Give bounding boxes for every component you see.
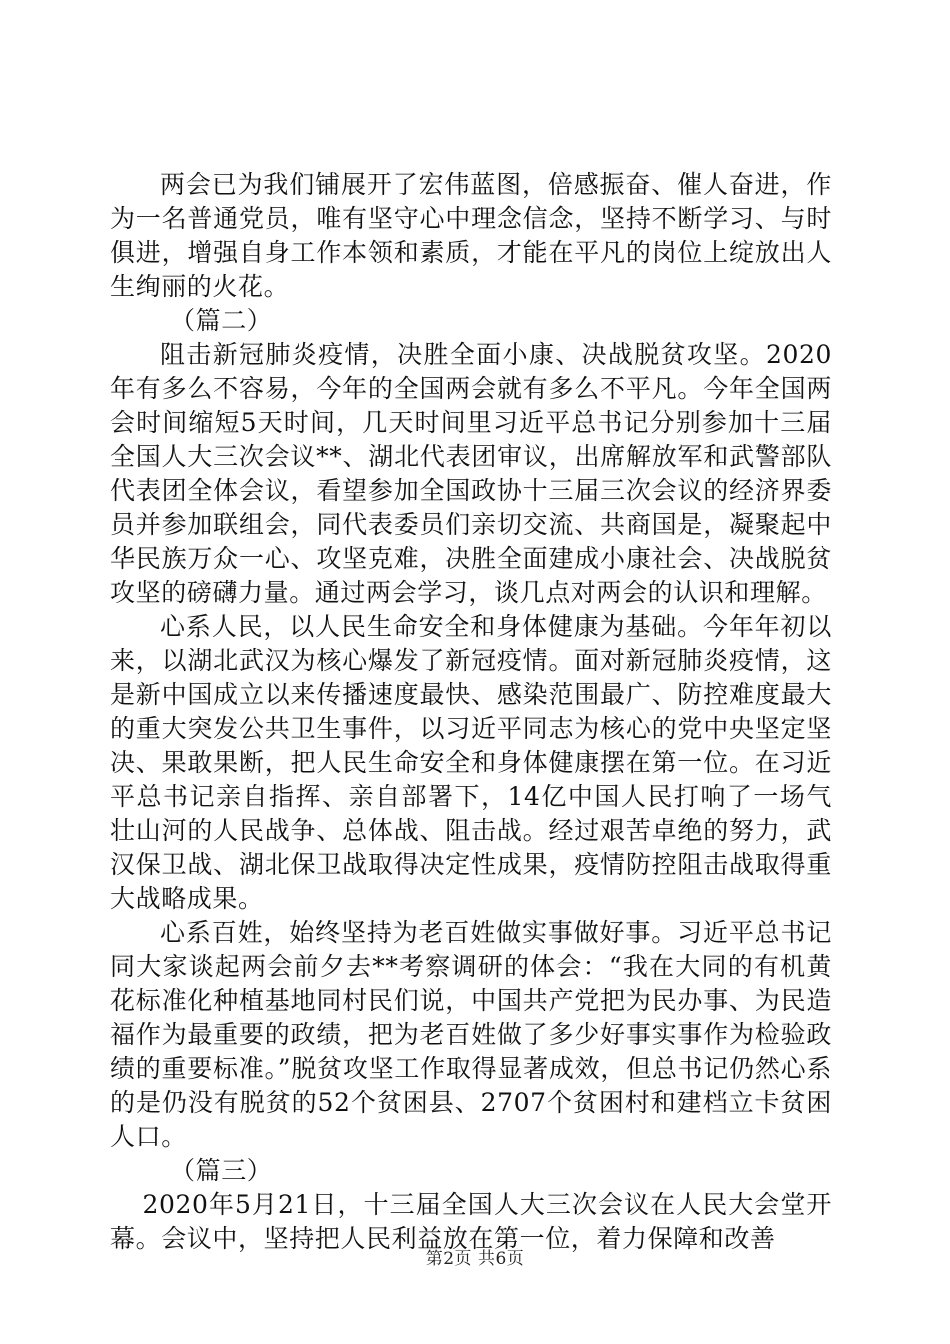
paragraph-conclusion: 两会已为我们铺展开了宏伟蓝图，倍感振奋、催人奋进，作为一名普通党员，唯有坚守心中理念信念，坚持不断学习、与时俱进，增强自身工作本领和素质，才能在平凡的岗位上绽放出人生绚丽的火花。 (110, 170, 832, 301)
section-heading-part-two: （篇二） (170, 306, 273, 335)
paragraph-intro-part-three: 2020年5月21日，十三届全国人大三次会议在人民大会堂开幕。会议中，坚持把人民利益放在第一位，着力保障和改善 (110, 1190, 832, 1253)
paragraph-common-people: 心系百姓，始终坚持为老百姓做实事做好事。习近平总书记同大家谈起两会前夕去**考察调研的体会：“我在大同的有机黄花标准化种植基地同村民们说，中国共产党把为民办事、为民造福作为最重要的政绩，把为老百姓做了多少好事实事作为检验政绩的重要标准。”脱贫攻坚工作取得显著成效，但总书记仍然心系的是仍没有脱贫的52个贫困县、2707个贫困村和建档立卡贫困人口。 (110, 918, 832, 1151)
section-heading-part-three: （篇三） (170, 1156, 273, 1185)
paragraph-people-safety: 心系人民，以人民生命安全和身体健康为基础。今年年初以来，以湖北武汉为核心爆发了新冠疫情。面对新冠肺炎疫情，这是新中国成立以来传播速度最快、感染范围最广、防控难度最大的重大突发公共卫生事件，以习近平同志为核心的党中央坚定坚决、果敢果断，把人民生命安全和身体健康摆在第一位。在习近平总书记亲自指挥、亲自部署下，14亿中国人民打响了一场气壮山河的人民战争、总体战、阻击战。经过艰苦卓绝的努力，武汉保卫战、湖北保卫战取得决定性成果，疫情防控阻击战取得重大战略成果。 (110, 612, 832, 913)
document-body (110, 168, 832, 1256)
page-number-footer: 第2页 共6页 (425, 1249, 525, 1269)
paragraph-intro-part-two: 阻击新冠肺炎疫情，决胜全面小康、决战脱贫攻坚。2020年有多么不容易，今年的全国两会就有多么不平凡。今年全国两会时间缩短5天时间，几天时间里习近平总书记分别参加十三届全国人大三次会议**、湖北代表团审议，出席解放军和武警部队代表团全体会议，看望参加全国政协十三届三次会议的经济界委员并参加联组会，同代表委员们亲切交流、共商国是，凝聚起中华民族万众一心、攻坚克难，决胜全面建成小康社会、决战脱贫攻坚的磅礴力量。通过两会学习，谈几点对两会的认识和理解。 (110, 340, 832, 607)
